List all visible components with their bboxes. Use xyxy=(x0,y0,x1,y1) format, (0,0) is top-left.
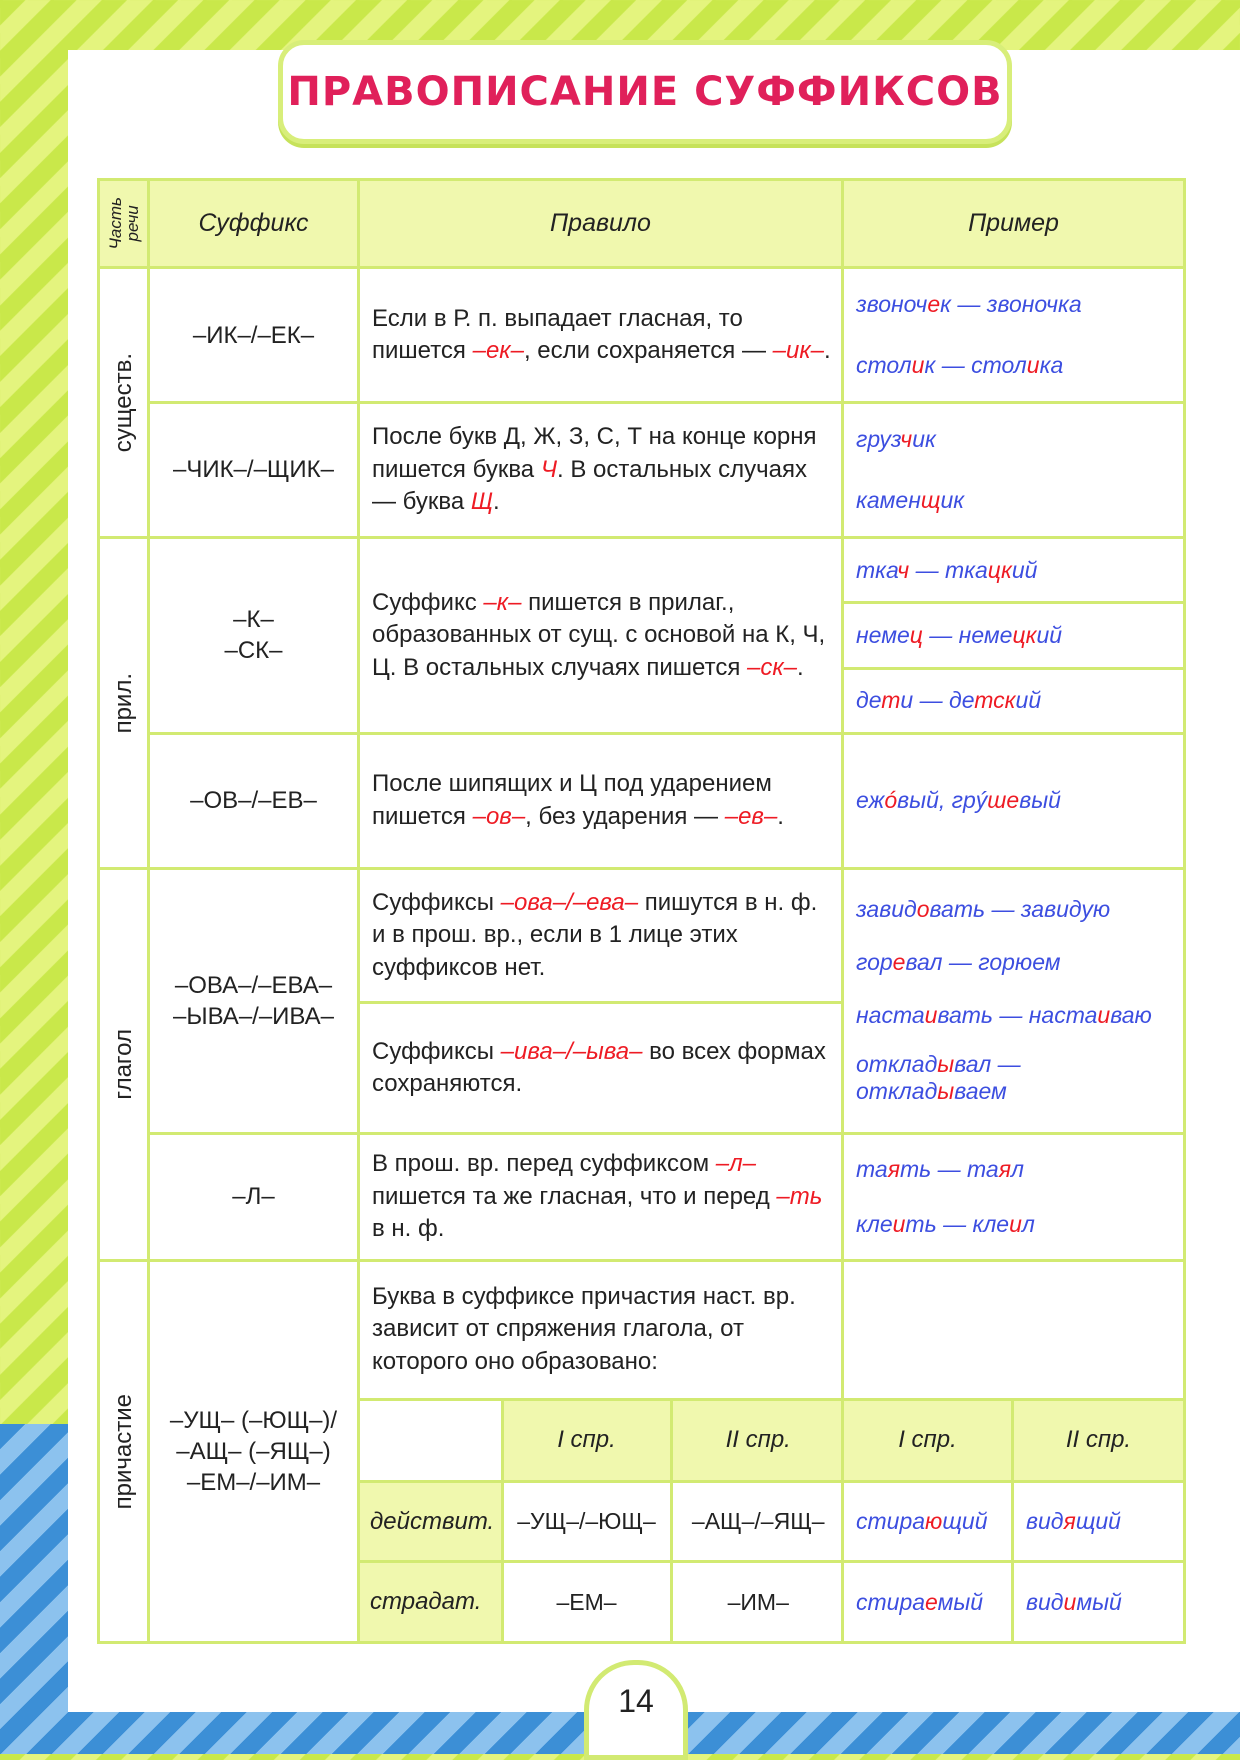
active-2-conj: –АЩ–/–ЯЩ– xyxy=(671,1483,844,1560)
header-part-of-speech: Часть речи xyxy=(99,180,149,268)
example-line: таять — таял xyxy=(856,1155,1025,1182)
empty-cell xyxy=(843,1260,1185,1399)
example-line: завидовать — завидую xyxy=(856,896,1111,923)
suffix-ushch-ashch-em-im: –УЩ– (–ЮЩ–)/ –АЩ– (–ЯЩ–) –ЕМ–/–ИМ– xyxy=(149,1260,359,1642)
pos-adjective-label: прил. xyxy=(109,672,137,734)
participle-subheader-grid xyxy=(360,1401,844,1480)
empty-cell xyxy=(360,1401,502,1480)
example-active-1: стирающий xyxy=(843,1482,1013,1562)
suffix-k-sk: –К– –СК– xyxy=(149,537,359,733)
header-example: Пример xyxy=(843,180,1185,268)
example-ov-ev: ежóвый, грýшевый xyxy=(843,733,1185,868)
suffix-ov-ev: –ОВ–/–ЕВ– xyxy=(149,733,359,868)
example-line: горевал — горюем xyxy=(856,949,1061,976)
suffix-l: –Л– xyxy=(149,1134,359,1261)
title-box xyxy=(278,40,1012,144)
col-2-conj: II спр. xyxy=(671,1401,844,1480)
pos-participle-label: причастие xyxy=(109,1393,137,1510)
rule-chik-shchik: После букв Д, Ж, З, С, Т на конце корня пишется буква Ч. В остальных случаях — буква Щ. xyxy=(359,403,843,538)
table-row xyxy=(99,733,1185,868)
example-ik-ek xyxy=(843,268,1185,403)
example-passive-1: стираемый xyxy=(843,1562,1013,1643)
example-line: каменщик xyxy=(856,487,965,514)
active-1-conj: –УЩ–/–ЮЩ– xyxy=(502,1483,671,1560)
row-passive-label: страдат. xyxy=(360,1563,502,1641)
suffix-ova-eva-yva-iva: –ОВА–/–ЕВА– –ЫВА–/–ИВА– xyxy=(149,868,359,1133)
example-l xyxy=(843,1134,1185,1261)
table-header-row xyxy=(99,180,1185,268)
pos-verb-label: глагол xyxy=(109,1028,137,1100)
row-active-label: действит. xyxy=(360,1483,502,1560)
col-2-conj-example: II спр. xyxy=(1013,1399,1185,1481)
example-line: клеить — клеил xyxy=(856,1210,1035,1237)
example-line: грузчик xyxy=(856,426,936,453)
header-rule: Правило xyxy=(359,180,843,268)
example-tkach: ткач — ткацкий xyxy=(843,537,1185,602)
suffix-chik-shchik: –ЧИК–/–ЩИК– xyxy=(149,403,359,538)
rule-l: В прош. вр. перед суффиксом –л– пишется та же гласная, что и перед –ть в н. ф. xyxy=(359,1134,843,1261)
example-ova-iva xyxy=(843,868,1185,1133)
rule-iva-yva: Суффиксы –ива–/–ыва– во всех формах сохраняются. xyxy=(359,1003,843,1134)
table-row xyxy=(99,868,1185,1003)
col-1-conj: I спр. xyxy=(502,1401,671,1480)
table-row xyxy=(99,1134,1185,1261)
passive-2-conj: –ИМ– xyxy=(671,1563,844,1641)
table-row xyxy=(99,268,1185,403)
pos-adjective xyxy=(99,537,149,868)
rule-ov-ev: После шипящих и Ц под ударением пишется –ов–, без ударения — –ев–. xyxy=(359,733,843,868)
col-1-conj-example: I спр. xyxy=(843,1399,1013,1481)
participle-passive-row xyxy=(359,1562,843,1643)
passive-1-conj: –ЕМ– xyxy=(502,1563,671,1641)
participle-active-row xyxy=(359,1482,843,1562)
table-row xyxy=(99,403,1185,538)
example-passive-2: видимый xyxy=(1013,1562,1185,1643)
example-chik-shchik xyxy=(843,403,1185,538)
page-number: 14 xyxy=(584,1660,688,1760)
rule-k-sk: Суффикс –к– пишется в прилаг., образованных от сущ. с основой на К, Ч, Ц. В остальных случаях пишется –ск–. xyxy=(359,537,843,733)
rule-ova-eva: Суффиксы –ова–/–ева– пишутся в н. ф. и в прош. вр., если в 1 лице этих суффиксов нет. xyxy=(359,868,843,1003)
example-line: откладывал — xyxy=(856,1051,1021,1078)
example-line: звоночек — звоночка xyxy=(856,291,1082,318)
table-row xyxy=(99,1260,1185,1399)
pos-noun xyxy=(99,268,149,537)
pos-noun-label: существ. xyxy=(109,353,137,453)
example-line: столик — столика xyxy=(856,352,1064,379)
page-title: ПРАВОПИСАНИЕ СУФФИКСОВ xyxy=(287,69,1003,115)
suffix-rules-table xyxy=(97,178,1186,1644)
header-suffix: Суффикс xyxy=(149,180,359,268)
rule-participle: Буква в суффиксе причастия наст. вр. зависит от спряжения глагола, от которого оно образовано: xyxy=(359,1260,843,1399)
example-deti: дети — детский xyxy=(843,668,1185,733)
table-row xyxy=(99,537,1185,602)
example-line: откладываем xyxy=(856,1078,1007,1105)
pos-verb xyxy=(99,868,149,1260)
suffix-ik-ek: –ИК–/–ЕК– xyxy=(149,268,359,403)
example-line: настаивать — настаиваю xyxy=(856,1002,1152,1029)
rule-ik-ek: Если в Р. п. выпадает гласная, то пишется –ек–, если сохраняется — –ик–. xyxy=(359,268,843,403)
participle-subheader xyxy=(359,1399,843,1481)
example-nemets: немец — немецкий xyxy=(843,603,1185,668)
pos-participle xyxy=(99,1260,149,1642)
example-active-2: видящий xyxy=(1013,1482,1185,1562)
